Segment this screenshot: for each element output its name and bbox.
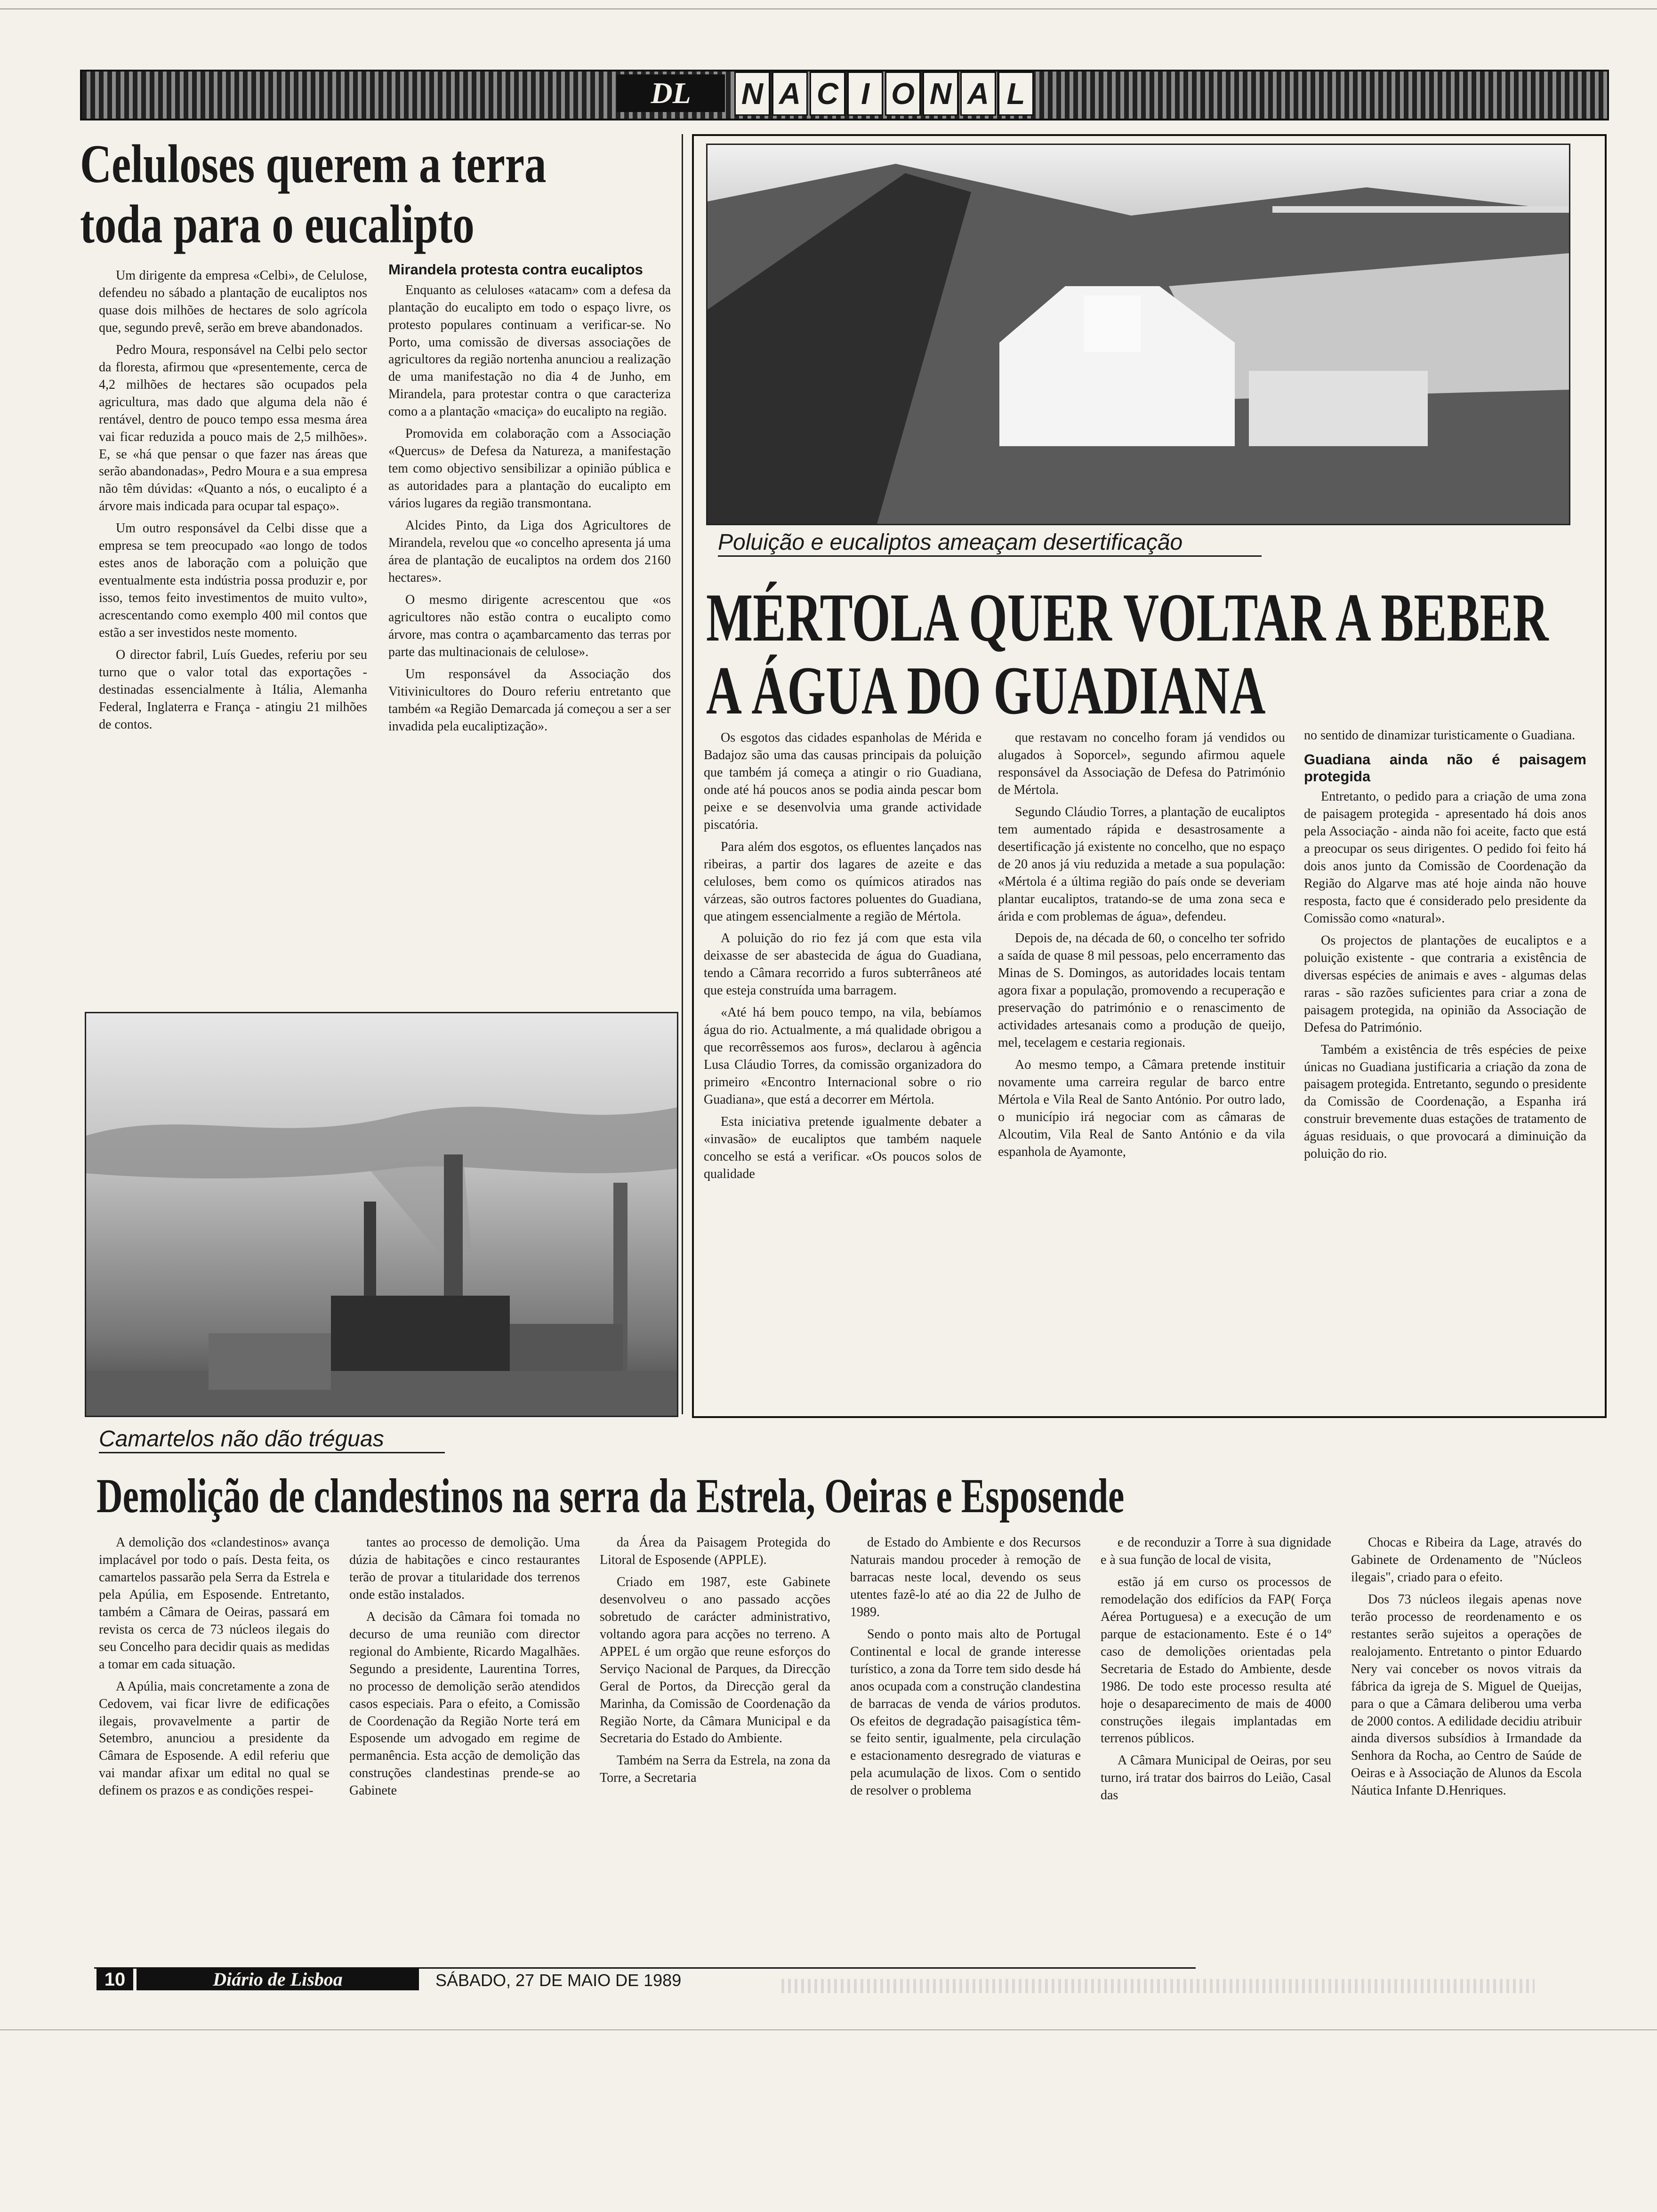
scan-edge (0, 8, 1657, 9)
scan-noise (781, 1979, 1535, 1993)
article3-paragraph: A decisão da Câmara foi tomada no decurso de uma reunião com director regional do Ambiente, Ricardo Magalhães. Segundo a presidente, Laurentina Torres, no processo de demolição serão atendidos casos especiais. Para o efeito, a Comissão de Coordenação da Região Norte terá em Esposende um advogado em regime de permanência. Esta acção de demolição das construções clandestinas prende-se ao Gabinete (349, 1609, 580, 1798)
article3-paragraph: Chocas e Ribeira da Lage, através do Gabinete de Ordenamento de "Núcleos ilegais", criado para o efeito. (1351, 1535, 1582, 1585)
article1-col1 (99, 267, 367, 1002)
article2-title (706, 581, 1549, 727)
article1-paragraph: Enquanto as celuloses «atacam» com a defesa da plantação do eucalipto em todo o espaço livre, os protesto populares continuam a verificar-se. No Porto, uma comissão de diversas associações de agricultores da região nortenha anunciou a realização de uma manifestação no dia 4 de Junho, em Mirandela, para protestar contra o que caracteriza como a a plantação «maciça» do eucalipto na região. (388, 282, 671, 419)
article3-paragraph: estão já em curso os processos de remodelação dos edifícios da FAP( Força Aérea Portuguesa) e a execução de um parque de estacionamento. Este é o 14º caso de demolições orientadas pela Secretaria de Estado do Ambiente, desde 1986. De todo este processo resulta até hoje o desaparecimento de mais de 4000 construções ilegais implantadas em terrenos públicos. (1101, 1574, 1331, 1746)
article2-paragraph: Entretanto, o pedido para a criação de uma zona de paisagem protegida - apresentado há dois anos pela Associação - ainda não foi aceite, facto que está a preocupar os seus dirigentes. O pedido foi feito há dois anos junto da Comissão de Coordenação da Região do Algarve mas até hoje ainda não houve resposta, facto que é considerado pelo presidente da Comissão como «natural». (1304, 789, 1586, 926)
section-letter: A (960, 72, 996, 116)
section-title-nacional (734, 72, 1036, 115)
article1-paragraph: O mesmo dirigente acrescentou que «os agricultores não estão contra o eucalipto como árvore, mas contra o açambarcamento das terras por parte das multinacionais de celulose». (388, 592, 671, 659)
article2-col2 (998, 729, 1285, 1403)
article3-paragraph: Dos 73 núcleos ilegais apenas nove terão processo de reordenamento e os restantes serão sujeitos a operações de realojamento. Entretanto o pintor Eduardo Nery vai conceber os novos vitrais da fábrica da igreja de S. Miguel de Queijas, para o que a Câmara deliberou uma verba de 2000 contos. A edilidade decidiu atribuir ainda diversos subsídios à Irmandade da Senhora da Rocha, ao Centro de Saúde de Oeiras e à Associação de Alunos da Escola Náutica Infante D.Henriques. (1351, 1592, 1582, 1798)
footer-paper-name: Diário de Lisboa (137, 1969, 419, 1990)
article1-paragraph: Alcides Pinto, da Liga dos Agricultores de Mirandela, revelou que «o concelho apresenta já uma área de plantação de eucaliptos na ordem dos 2160 hectares». (388, 518, 671, 585)
article3-columns (99, 1534, 1582, 1963)
section-letter: L (998, 72, 1034, 116)
article3-col (1101, 1534, 1331, 1963)
article1-paragraph: Um outro responsável da Celbi disse que a empresa se tem preocupado «ao longo de todos estes anos de laboração com a poluição que eventualmente esta indústria possa produzir e, por isso, temos feito investimentos de muito vulto», acrescentando como exemplo 400 mil contos que estão a ser investidos neste momento. (99, 521, 367, 641)
article3-paragraph: Também na Serra da Estrela, na zona da Torre, a Secretaria (600, 1753, 830, 1786)
article2-paragraph: «Até há bem pouco tempo, na vila, bebíamos água do rio. Actualmente, a má qualidade obrigou a que recorrêssemos aos furos», declarou à agência Lusa Cláudio Torres, da comissão organizadora do primeiro «Encontro Internacional sobre o rio Guadiana», que está a decorrer em Mértola. (704, 1005, 981, 1107)
article2-paragraph: Segundo Cláudio Torres, a plantação de eucaliptos tem aumentado rápida e desastrosamente a desertificação já existente no concelho, que no espaço de 20 anos já viu reduzida a metade a sua população: «Mértola é a última região do país onde se deveriam plantar eucaliptos, tratando-se de uma zona seca e árida e com problemas de água», defendeu. (998, 804, 1285, 924)
section-letter: A (772, 72, 808, 116)
article2-subheading: Guadiana ainda não é paisagem protegida (1304, 751, 1586, 785)
article3-col (349, 1534, 580, 1963)
section-letter: C (810, 72, 845, 116)
section-letter: O (885, 72, 921, 116)
article3-col (1351, 1534, 1582, 1963)
article2-paragraph: Os esgotos das cidades espanholas de Mérida e Badajoz são uma das causas principais da poluição que também já começa a atingir o rio Guadiana, onde até há poucos anos se podia ainda pescar bom peixe e se desenvolvia uma grande actividade piscatória. (704, 730, 981, 832)
article2-paragraph: Para além dos esgotos, os efluentes lançados nas ribeiras, a partir dos lagares de azeite e das celuloses, bem como os químicos atirados nas várzeas, são outros factores poluentes do Guadiana, que atingem essencialmente a região de Mértola. (704, 839, 981, 924)
article2-paragraph: Os projectos de plantações de eucaliptos e a poluição existente - que contraria a existência de diversas espécies de animais e aves - algumas delas raras - são razões suficientes para criar a zona de paisagem protegida, na opinião da Associação de Defesa do Património. (1304, 933, 1586, 1035)
article1-title-line1: Celuloses querem a terra (80, 134, 547, 194)
article2-paragraph: Depois de, na década de 60, o concelho ter sofrido a saída de quase 8 mil pessoas, pelo encerramento das Minas de S. Domingos, as autoridades locais tentam agora fixar a população, promovendo a recuperação e preservação do património e o renascimento de actividades artesanais como a produção de queijo, mel, tecelagem e cestaria regionais. (998, 931, 1285, 1050)
article3-paragraph: A Câmara Municipal de Oeiras, por seu turno, irá tratar dos bairros do Leião, Casal das (1101, 1753, 1331, 1803)
article1-paragraph: Um responsável da Associação dos Vitivinicultores do Douro referiu entretanto que também «a Região Demarcada já começou a ser a ser invadida pela eucaliptização». (388, 666, 671, 734)
section-letter: N (734, 72, 770, 116)
scan-edge-bottom (0, 2029, 1657, 2030)
footer-date: SÁBADO, 27 DE MAIO DE 1989 (435, 1971, 682, 1990)
article1-subheading: Mirandela protesta contra eucaliptos (388, 261, 643, 278)
article3-paragraph: da Área da Paisagem Protegida do Litoral de Esposende (APPLE). (600, 1535, 830, 1567)
article2-paragraph: que restavam no concelho foram já vendidos ou alugados à Soporcel», segundo afirmou aquele responsável da Associação de Defesa do Património de Mértola. (998, 730, 1285, 797)
article3-title: Demolição de clandestinos na serra da Estrela, Oeiras e Esposende (97, 1469, 1125, 1523)
article3-paragraph: A Apúlia, mais concretamente a zona de Cedovem, vai ficar livre de edificações ilegais, provavelmente a partir de Setembro, anunciou a presidente da Câmara de Esposende. A edil referiu que vai mandar afixar um edital no qual se definem os prazos e as condições respei- (99, 1679, 330, 1798)
article3-paragraph: tantes ao processo de demolição. Uma dúzia de habitações e cinco restaurantes terão de provar a titularidade dos terrenos onde estão instalados. (349, 1535, 580, 1602)
article2-paragraph: Esta iniciativa pretende igualmente debater a «invasão» de eucaliptos que também naquele concelho se está a verificar. «Os poucos solos de qualidade (704, 1114, 981, 1181)
column-rule (682, 134, 683, 1414)
section-letter: I (847, 72, 883, 116)
article2-title-line1: MÉRTOLA QUER VOLTAR A BEBER (706, 579, 1549, 656)
article1-paragraph: O director fabril, Luís Guedes, referiu por seu turno que o valor total das exportações - destinadas essencialmente à Itália, Alemanha Federal, Inglaterra e França - atingiu 21 milhões de contos. (99, 648, 367, 732)
mertola-illustration (708, 145, 1569, 524)
article1-title (80, 134, 546, 255)
article3-paragraph: de Estado do Ambiente e dos Recursos Naturais mandou proceder à remoção de barracas neste local, devendo os seus utentes fazê-lo até ao dia 22 de Julho de 1989. (850, 1535, 1081, 1619)
article1-paragraph: Promovida em colaboração com a Associação «Quercus» de Defesa da Natureza, a manifestação tem como objectivo sensibilizar a opinião pública e as autoridades para a plantação do eucalipto em vários lugares da região transmontana. (388, 426, 671, 511)
article2-col1 (704, 729, 981, 1403)
article1-col2 (388, 261, 671, 1005)
article1-paragraph: Um dirigente da empresa «Celbi», de Celulose, defendeu no sábado a plantação de eucaliptos nos quase dois milhões de hectares de solo agrícola que, segundo prevê, serão em breve abandonados. (99, 268, 367, 335)
article3-paragraph: Criado em 1987, este Gabinete desenvolveu o ano passado acções sobretudo de carácter administrativo, voltando agora para acções no terreno. A APPEL é um orgão que reune esforços do Serviço Nacional de Parques, da Direcção Geral de Portos, da Direcção geral da Marinha, da Comissão de Coordenação da Região Norte, da Câmara Municipal e da Secretaria do Estado do Ambiente. (600, 1574, 830, 1746)
article3-paragraph: A demolição dos «clandestinos» avança implacável por todo o país. Desta feita, os camartelos passarão pela Serra da Estrela e pela Apúlia, em Esposende. Entretanto, também a Câmara de Oeiras, passará em revista os cerca de 73 núcleos ilegais do seu Concelho para decidir quais as medidas a tomar em cada situação. (99, 1535, 330, 1672)
article2-col3-intro: no sentido de dinamizar turisticamente o Guadiana. (1304, 728, 1576, 743)
article2-col3 (1304, 727, 1586, 1405)
article3-col (850, 1534, 1081, 1963)
article2-paragraph: Também a existência de três espécies de peixe únicas no Guadiana justificaria a criação da zona de paisagem protegida. Entretanto, segundo o presidente da Comissão de Coordenação, a Espanha irá construir brevemente duas estações de tratamento de águas residuais, o que provocará a diminuição da poluição do rio. (1304, 1042, 1586, 1162)
article3-paragraph: e de reconduzir a Torre à sua dignidade e à sua função de local de visita, (1101, 1535, 1331, 1567)
article2-title-line2: A ÁGUA DO GUADIANA (706, 652, 1266, 729)
article1-title-line2: toda para o eucalipto (80, 194, 475, 255)
mertola-photo (706, 144, 1570, 525)
article2-caption: Poluição e eucaliptos ameaçam desertificação (718, 529, 1262, 557)
article3-col (600, 1534, 830, 1963)
article3-col (99, 1534, 330, 1963)
article3-caption: Camartelos não dão tréguas (99, 1426, 445, 1453)
section-letter: N (923, 72, 958, 116)
article2-paragraph: A poluição do rio fez já com que esta vila deixasse de ser abastecida de água do Guadiana, tendo a Câmara recorrido a furos subterrâneos até que esteja construída uma barragem. (704, 931, 981, 998)
article1-paragraph: Pedro Moura, responsável na Celbi pelo sector da floresta, afirmou que «presentemente, cerca de 4,2 milhões de hectares são ocupados pela agricultura, mas dado que alguma dela não é rentável, dentro de pouco tempo essa mesma área vai ficar reduzida a pouco mais de 2,5 milhões». E, se «há que pensar o que fazer nas áreas que serão abandonadas», Pedro Moura e a sua empresa não têm dúvidas: «Quanto a nós, o eucalipto é a árvore mais indicada para ocupar tal espaço». (99, 342, 367, 514)
page-number: 10 (97, 1969, 133, 1990)
factory-photo (85, 1012, 678, 1417)
factory-illustration (86, 1013, 677, 1416)
article3-paragraph: Sendo o ponto mais alto de Portugal Continental e local de grande interesse turístico, a zona da Torre tem sido desde há anos ocupada com a construção clandestina de barracas de venda de vários produtos. Os efeitos de degradação paisagística têm-se feito sentir, igualmente, pela circulação e estacionamento desregrado de viaturas e pela acumulação de lixos. Com o sentido de resolver o problema (850, 1627, 1081, 1798)
masthead-logo: DL (617, 74, 725, 112)
article2-paragraph: Ao mesmo tempo, a Câmara pretende instituir novamente uma carreira regular de barco entre Mértola e Vila Real de Santo António. Por outro lado, o município irá negociar com as câmaras de Alcoutim, Vila Real de Santo António e da vila espanhola de Ayamonte, (998, 1058, 1285, 1159)
